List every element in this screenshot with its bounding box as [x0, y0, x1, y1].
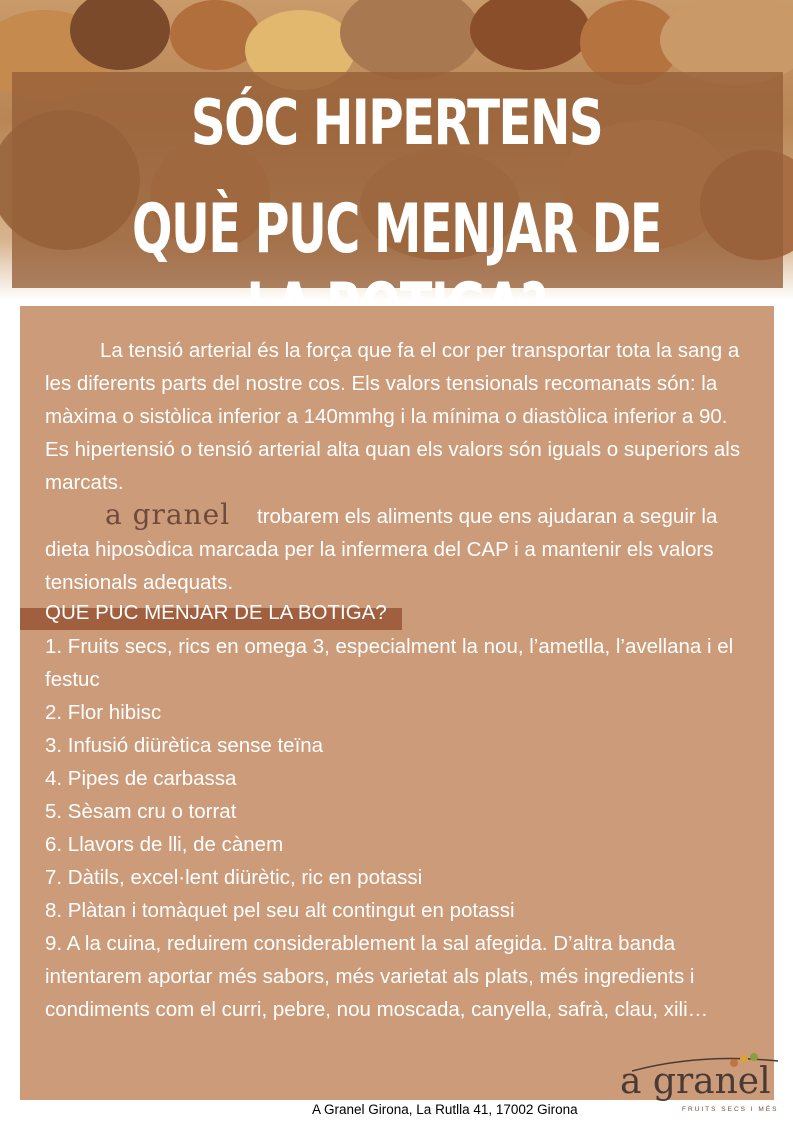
intro-paragraph: La tensió arterial és la força que fa el cor per transportar tota la sang a les diferents parts del nostre cos. Els valors tensionals recomanats són: la màxima o sistòlica inferior a 140mmhg i la mínima o diastòlica inferior a 90. Es hipertensió o tensió arterial alta quan els valors són iguals o superiors als marcats. [45, 339, 741, 494]
brand-inline-logo: a granel [105, 498, 231, 531]
list-item: 5. Sèsam cru o torrat [45, 800, 237, 823]
footer-address: A Granel Girona, La Rutlla 41, 17002 Girona [312, 1102, 578, 1117]
brand-logo [620, 1045, 780, 1120]
list-item: 7. Dàtils, excel·lent diürètic, ric en potassi [45, 866, 423, 889]
section-title: QUE PUC MENJAR DE LA BOTIGA? [45, 601, 387, 624]
logo-subtitle: FRUITS SECS I MÉS [682, 1106, 779, 1113]
title-line-1: SÓC HIPERTENS [190, 86, 603, 159]
list-item: 6. Llavors de lli, de cànem [45, 833, 284, 856]
list-item: 2. Flor hibisc [45, 701, 162, 724]
logo-text: a granel [620, 1061, 771, 1102]
list-item: 1. Fruits secs, rics en omega 3, especialment la nou, l’ametlla, l’avellana i el festuc [45, 635, 734, 691]
intro-paragraph-2: trobarem els aliments que ens ajudaran a seguir la dieta hiposòdica marcada per la infermera del CAP i a mantenir els valors tensionals adequats. [45, 505, 718, 594]
list-item: 4. Pipes de carbassa [45, 767, 237, 790]
list-item: 9. A la cuina, reduirem considerablement la sal afegida. D’altra banda intentarem aportar més sabors, més varietat als plats, més ingredients i condiments com el curri, pebre, nou moscada, canyella, safrà, clau, xili… [45, 932, 709, 1021]
food-list [45, 630, 750, 1026]
title-line-2: QUÈ PUC MENJAR DE [132, 190, 661, 269]
list-item: 3. Infusió diürètica sense teïna [45, 734, 324, 757]
list-item: 8. Plàtan i tomàquet pel seu alt contingut en potassi [45, 899, 515, 922]
